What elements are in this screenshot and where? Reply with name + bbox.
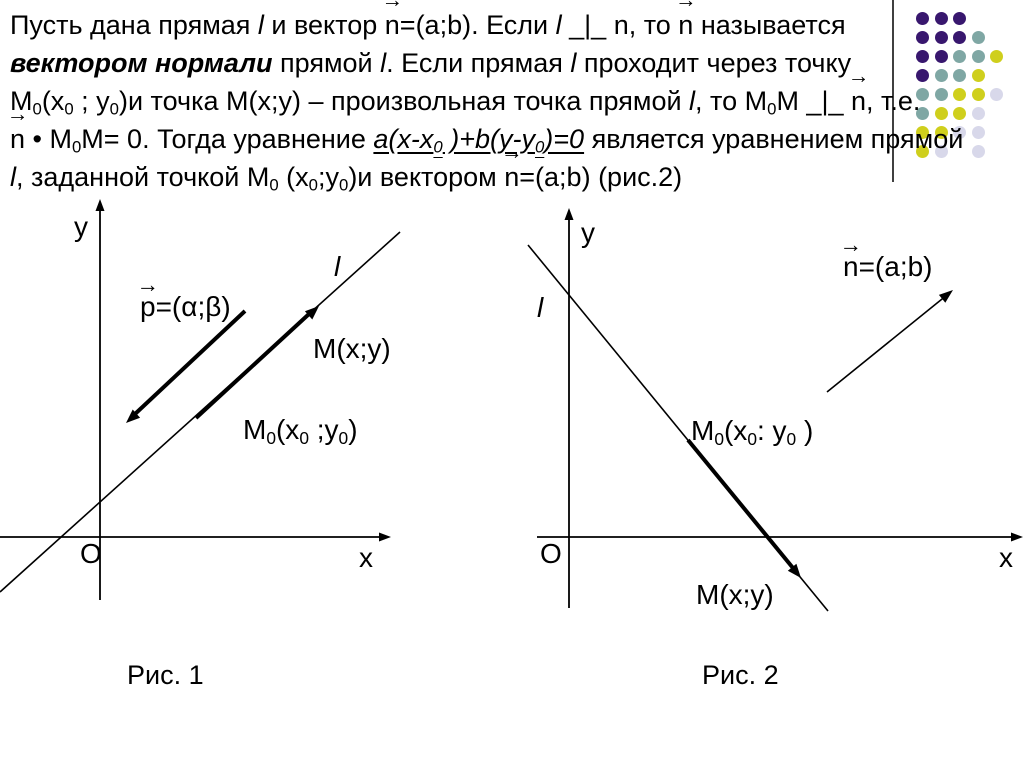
fig2-line-label: l <box>537 292 544 323</box>
fig1-point-m-label: M(x;y) <box>313 333 391 364</box>
fig2-x-axis-label: x <box>999 542 1013 573</box>
fig2-point-m0-label: $М_0(x_0$: $y_0$ ) <box>691 415 814 449</box>
fig2-origin-label: O <box>540 538 562 569</box>
paragraph-line-2: вектором нормали прямой l. Если прямая l проходит через точку <box>10 48 852 78</box>
fig1-origin-label: O <box>80 538 102 569</box>
paragraph-line-3: $М_0(x_0$ ; $y_0)и$ точка М(x;y) – произвольная точка прямой l, то $М_0М$ _|_ n →, т.е. <box>10 82 920 129</box>
paragraph-line-1: Пусть дана прямая l и вектор n →=(a;b). Если l _|_ n, то n → называется <box>10 6 846 44</box>
fig1-y-axis-label: y <box>74 211 88 242</box>
fig2-vector-n-label: n →=(a;b) <box>843 252 933 283</box>
fig1-line-label: l <box>334 251 341 282</box>
fig2-point-m-label: M(x;y) <box>696 579 774 610</box>
paragraph-line-4: n → • $М_0М= 0$. Тогда уравнение $a(x-x_0$ )$+b(y-y_0)=0$ является уравнением прямой <box>10 120 963 167</box>
fig1-vector-p-label: p →=(α;β) <box>140 292 231 323</box>
fig1-x-axis-label: x <box>359 542 373 573</box>
fig2-y-axis-label: y <box>581 217 595 248</box>
fig2-caption: Рис. 2 <box>702 660 779 690</box>
paragraph-line-5: l, заданной точкой $М_0$ $(x_0;y_0)и$ вектором n →=(a;b) (рис.2) <box>10 158 682 205</box>
fig1-caption: Рис. 1 <box>127 660 204 690</box>
fig1-point-m0-label: $М_0(x_0$ $;y_0$) <box>243 414 358 448</box>
